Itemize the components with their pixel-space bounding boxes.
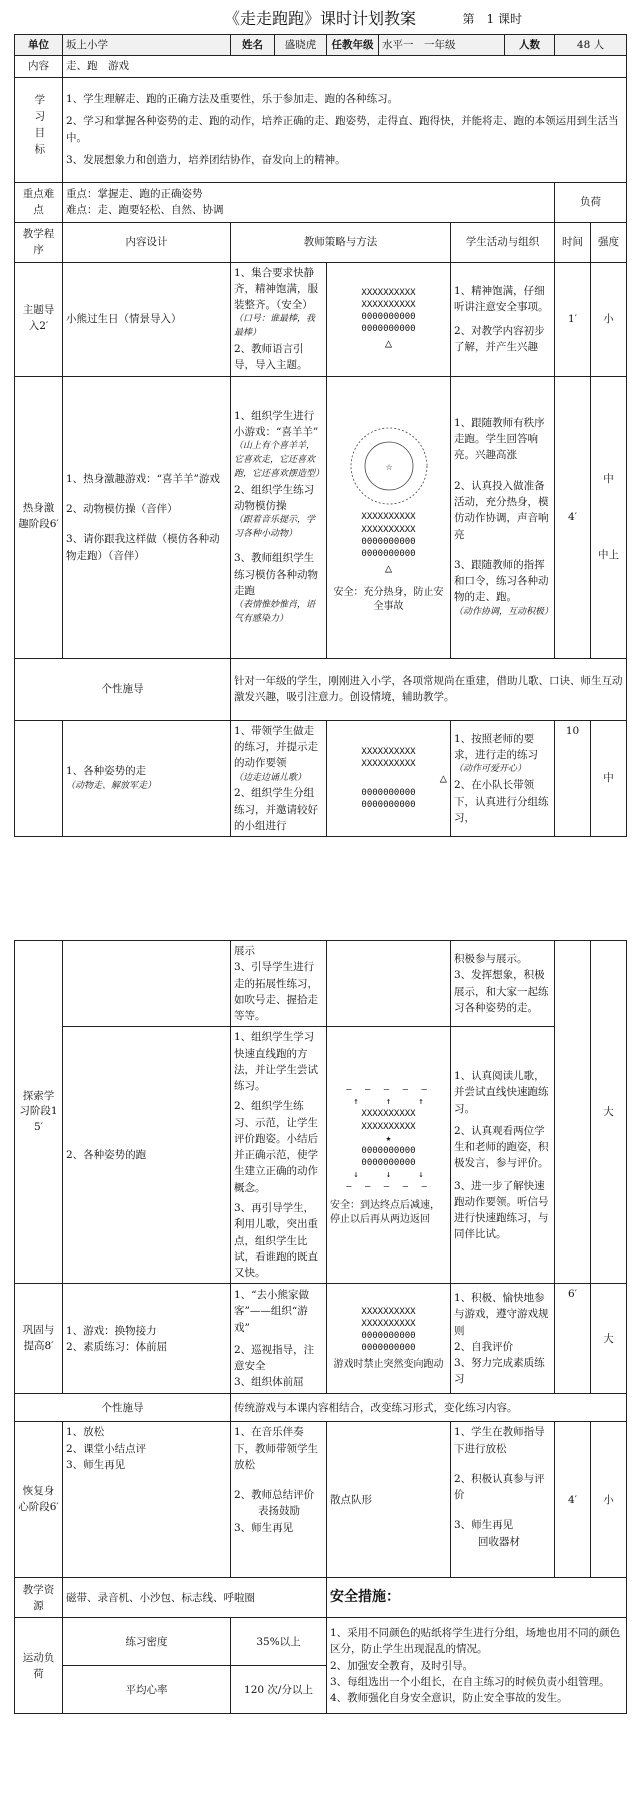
- recover-student-3b: 回收器材: [478, 1535, 520, 1548]
- goals-row: [15, 77, 627, 182]
- warmup-intensity-1: 中: [603, 472, 614, 485]
- formation-line: 0000000000: [361, 1158, 416, 1169]
- warmup-formation: [327, 376, 451, 658]
- run-formation: — — — — — ↑ ↑ ↑ XXXXXXXXXX XXXXXXXXXX ★ 0000000000 0000000000 ↓ ↓ ↓ — — — — — 安全：到达终点后减速，停止以后再从两边返回: [327, 1027, 451, 1284]
- warmup-stage: 热身激趣阶段6′: [15, 376, 63, 658]
- column-header-row: [15, 222, 627, 262]
- consolidate-safety: 游戏时禁止突然变向跑动: [333, 1359, 444, 1371]
- key-content: [63, 182, 555, 222]
- goals-content: [63, 77, 627, 182]
- recover-teacher-2b: 表扬鼓励: [258, 1505, 300, 1518]
- safety-measure: 2、加强安全教育，及时引导。: [330, 1659, 474, 1672]
- formation-line: 0000000000: [361, 787, 416, 798]
- run-safety: 安全：到达终点后减速，停止以后再从两边返回: [330, 1200, 440, 1225]
- explore-student-cont: [451, 941, 555, 1027]
- warmup-teacher-note-2: （跟着音乐提示，学习各种小动物）: [234, 515, 316, 540]
- teacher-star-icon: ★: [385, 1133, 392, 1144]
- explore-stage: 探索学习阶段15′: [15, 941, 63, 1284]
- walk-row: [15, 720, 627, 837]
- walk-student: [451, 720, 555, 837]
- formation-line: 0000000000: [361, 1331, 416, 1342]
- personal-guidance-text-2: 传统游戏与本课内容相结合，改变练习形式，变化练习内容。: [231, 1394, 627, 1422]
- consolidate-teacher: [231, 1284, 327, 1394]
- explore-teacher-cont-1: 展示: [234, 945, 255, 957]
- goal-item: 2、学习和掌握各种姿势的走、跑的动作，培养正确的走、跑姿势，走得直、跑得快，并能将走、跑的本领运用到生活当中。: [66, 115, 619, 144]
- personal-guidance-label-1: 个性施导: [15, 658, 231, 720]
- recover-teacher: [231, 1422, 327, 1578]
- resources-label: 教学资源: [15, 1578, 63, 1618]
- explore-walk-cont-row: [15, 941, 627, 1027]
- intro-teacher: [231, 262, 327, 376]
- consolidate-student-3: 3、努力完成素质练习: [454, 1357, 545, 1386]
- arrow-up-icon: ↑: [353, 1097, 359, 1108]
- walk-student-2: 2、在小队长带领下，认真进行分组练习，: [454, 779, 549, 824]
- personal-guidance-row-1: [15, 658, 627, 720]
- density-label: 练习密度: [63, 1618, 231, 1666]
- recover-design-1: 1、放松: [66, 1426, 105, 1439]
- lesson-number: 第 1 课时: [462, 12, 522, 26]
- walk-design-note: （动物走、解放军走）: [66, 780, 157, 791]
- formation-line: 0000000000: [361, 548, 416, 559]
- difficulty-point: 难点：走、跑要轻松、自然、协调: [66, 204, 224, 217]
- heart-value: 120 次/分以上: [231, 1666, 327, 1714]
- explore-formation-blank: [327, 941, 451, 1027]
- recover-student-2: 2、积极认真参与评价: [454, 1472, 545, 1502]
- personal-guidance-label-2: 个性施导: [15, 1394, 231, 1422]
- run-design: 2、各种姿势的跑: [63, 1027, 231, 1284]
- content-value: 走、跑 游戏: [63, 56, 627, 77]
- consolidate-design: [63, 1284, 231, 1394]
- consolidate-teacher-3: 3、组织体前屈: [234, 1376, 304, 1389]
- load-row-1: [15, 1618, 627, 1666]
- consolidate-teacher-1: 1、“去小熊家做客”——组织“游戏”: [234, 1289, 310, 1334]
- intro-formation: [327, 262, 451, 376]
- run-student-2: 2、认真观看两位学生和老师的跑姿，积极发言，参与评价。: [454, 1124, 549, 1170]
- recover-time: 4′: [555, 1422, 591, 1578]
- unit-value: 坂上小学: [63, 35, 231, 56]
- safety-header: [327, 1578, 627, 1618]
- count-value: 48 人: [555, 35, 627, 56]
- intro-teacher-1: 1、集合要求快静齐，精神饱满，服装整齐。（安全）: [234, 266, 318, 312]
- warmup-intensity-2: 中上: [598, 549, 619, 562]
- load-label-cell: 运动负荷: [15, 1618, 63, 1714]
- arrow-down-icon: ↓: [418, 1170, 424, 1181]
- consolidate-time: 6′: [555, 1284, 591, 1394]
- run-teacher: [231, 1027, 327, 1284]
- safety-measure: 4、教师强化自身安全意识，防止安全事故的发生。: [330, 1692, 568, 1705]
- formation-line: XXXXXXXXXX: [361, 512, 416, 523]
- formation-line: XXXXXXXXXX: [361, 1121, 416, 1132]
- recover-stage: 恢复身心阶段6′: [15, 1422, 63, 1578]
- consolidate-student-2: 2、自我评价: [454, 1340, 514, 1353]
- walk-design: [63, 720, 231, 837]
- header-time: 时间: [555, 222, 591, 262]
- formation-line: 0000000000: [361, 312, 416, 323]
- recover-intensity: 小: [591, 1422, 627, 1578]
- info-row: [15, 35, 627, 56]
- teacher-triangle-icon: △: [384, 560, 393, 575]
- run-row: [15, 1027, 627, 1284]
- formation-line: 0000000000: [361, 324, 416, 335]
- recover-teacher-2: 2、教师总结评价: [234, 1489, 315, 1502]
- intro-design: 小熊过生日（情景导入）: [63, 262, 231, 376]
- walk-student-1: 1、按照老师的要求，进行走的练习: [454, 732, 538, 762]
- intro-teacher-note: （口号：谁最棒，我最棒）: [234, 314, 316, 339]
- explore-teacher-cont: [231, 941, 327, 1027]
- walk-teacher-note: （边走边诵儿歌）: [234, 772, 307, 783]
- warmup-student-2: 2、认真投入做准备活动，充分热身，模仿动作协调，声音响亮: [454, 479, 549, 541]
- key-row: [15, 182, 627, 222]
- explore-time: [555, 941, 591, 1284]
- key-point: 重点：掌握走、跑的正确姿势: [66, 187, 203, 200]
- recover-teacher-3: 3、师生再见: [234, 1521, 294, 1534]
- run-student: [451, 1027, 555, 1284]
- lesson-table-part2: [14, 940, 627, 1714]
- warmup-teacher-note-1: （山上有个喜羊羊，它喜欢走，它还喜欢跑，它还喜欢摆造型）: [234, 441, 325, 479]
- walk-student-note: （动作可爱开心）: [454, 764, 527, 775]
- consolidate-row: [15, 1284, 627, 1394]
- key-label: 重点难点: [15, 182, 63, 222]
- safety-measure: 1、采用不同颜色的贴纸将学生进行分组，场地也用不同的颜色区分，防止学生出现混乱的情况。: [330, 1627, 621, 1656]
- explore-student-cont-1: 积极参与展示。: [454, 953, 528, 966]
- header-teacher: 教师策略与方法: [231, 222, 451, 262]
- warmup-intensity: [591, 376, 627, 658]
- explore-teacher-cont-2: 3、引导学生进行走的拓展性练习，如吹号走、握拾走等等。: [234, 961, 318, 1023]
- center-star-icon: ☆: [385, 460, 392, 474]
- goal-item: 3、发展想象力和创造力，培养团结协作，奋发向上的精神。: [66, 153, 346, 166]
- formation-line: 0000000000: [361, 1145, 416, 1156]
- walk-intensity: 中: [591, 720, 627, 837]
- warmup-teacher-3: 3、教师组织学生练习模仿各种动物走跑: [234, 552, 318, 597]
- document-title: [8, 4, 632, 34]
- run-teacher-1: 1、组织学生学习快速直线跑的方法，并让学生尝试练习。: [234, 1031, 318, 1093]
- header-student: 学生活动与组织: [451, 222, 555, 262]
- header-design: 内容设计: [63, 222, 231, 262]
- name-value: 盛晓虎: [275, 35, 327, 56]
- count-label: 人数: [505, 35, 555, 56]
- resources-text: 磁带、录音机、小沙包、标志线、呼啦圈: [63, 1578, 327, 1618]
- run-arrows-up: [330, 1096, 447, 1108]
- safety-title: 安全措施：: [330, 1588, 400, 1605]
- consolidate-intensity: 大: [591, 1284, 627, 1394]
- warmup-student-1: 1、跟随教师有秩序走跑。学生回答响亮。兴趣高涨: [454, 416, 545, 462]
- recover-row: [15, 1422, 627, 1578]
- intro-student-2: 2、对教学内容初步了解，并产生兴趣: [454, 325, 545, 354]
- formation-line: XXXXXXXXXX: [361, 1306, 416, 1317]
- walk-formation: [327, 720, 451, 837]
- consolidate-design-2: 2、素质练习：体前屈: [66, 1340, 168, 1353]
- formation-line: XXXXXXXXXX: [361, 299, 416, 310]
- personal-guidance-row-2: [15, 1394, 627, 1422]
- formation-line: 0000000000: [361, 536, 416, 547]
- walk-time: 10: [555, 720, 591, 837]
- arrow-down-icon: ↓: [385, 1170, 392, 1181]
- safety-measures: [327, 1618, 627, 1714]
- content-label: 内容: [15, 56, 63, 77]
- warmup-row: [15, 376, 627, 658]
- load-label: 负荷: [555, 182, 627, 222]
- title-text: 《走走跑跑》课时计划教案: [223, 9, 416, 28]
- walk-teacher: [231, 720, 327, 837]
- arrow-up-icon: ↑: [385, 1097, 392, 1108]
- consolidate-stage: 巩固与提高8′: [15, 1284, 63, 1394]
- warmup-design-1: 1、热身激趣游戏：“喜羊羊”游戏: [66, 472, 220, 485]
- warmup-teacher-note-3: （表情惟妙惟肖，语气有感染力）: [234, 600, 316, 624]
- explore-student-cont-2: 3、发挥想象，积极展示，和大家一起练习各种姿势的走。: [454, 969, 549, 1014]
- formation-line: 0000000000: [361, 799, 416, 810]
- consolidate-formation: [327, 1284, 451, 1394]
- run-arrows-down: [330, 1169, 447, 1181]
- arrow-up-icon: ↑: [418, 1097, 424, 1108]
- consolidate-design-1: 1、游戏：换物接力: [66, 1324, 157, 1337]
- header-stage: 教学程序: [15, 222, 63, 262]
- grade-value: 水平一 一年级: [379, 35, 505, 56]
- unit-label: 单位: [15, 35, 63, 56]
- intro-stage: 主题导入2′: [15, 262, 63, 376]
- warmup-teacher-2: 2、组织学生练习动物模仿操: [234, 483, 315, 513]
- formation-line: XXXXXXXXXX: [361, 747, 416, 758]
- recover-student-1: 1、学生在教师指导下进行放松: [454, 1426, 545, 1455]
- intro-intensity: 小: [591, 262, 627, 376]
- walk-stage: [15, 720, 63, 837]
- warmup-teacher: [231, 376, 327, 658]
- intro-time: 1′: [555, 262, 591, 376]
- intro-student: [451, 262, 555, 376]
- walk-teacher-2: 2、组织学生分组练习，并邀请较好的小组进行: [234, 787, 318, 832]
- run-teacher-2: 2、组织学生练习、示范，让学生评价跑姿。小结后并正确示范，使学生建立正确的动作概念。: [234, 1100, 318, 1194]
- formation-line: XXXXXXXXXX: [361, 524, 416, 535]
- consolidate-teacher-2: 2、巡视指导，注意安全: [234, 1343, 315, 1373]
- formation-line: XXXXXXXXXX: [361, 1318, 416, 1329]
- intro-row: [15, 262, 627, 376]
- warmup-time: 4′: [555, 376, 591, 658]
- formation-line: XXXXXXXXXX: [361, 1109, 416, 1120]
- explore-intensity: 大: [591, 941, 627, 1284]
- density-value: 35%以上: [231, 1618, 327, 1666]
- circle-formation-diagram: [344, 421, 434, 511]
- explore-design-blank: [63, 941, 231, 1027]
- intro-student-1: 1、精神饱满，仔细听讲注意安全事项。: [454, 284, 549, 313]
- warmup-design-2: 2、动物模仿操（音伴）: [66, 502, 178, 515]
- walk-design-text: 1、各种姿势的走: [66, 765, 147, 778]
- recover-teacher-1: 1、在音乐伴奏下，教师带领学生放松: [234, 1426, 318, 1471]
- formation-line: XXXXXXXXXX: [361, 759, 416, 770]
- formation-line: XXXXXXXXXX: [361, 287, 416, 298]
- warmup-student: [451, 376, 555, 658]
- run-student-3: 3、进一步了解快速跑动作要领。听信号进行快速跑练习，与同伴比试。: [454, 1179, 549, 1241]
- walk-teacher-1: 1、带领学生做走的练习，并提示走的动作要领: [234, 724, 318, 770]
- goal-item: 1、学生理解走、跑的正确方法及重要性，乐于参加走、跑的各种练习。: [66, 93, 399, 105]
- heart-label: 平均心率: [63, 1666, 231, 1714]
- name-label: 姓名: [231, 35, 275, 56]
- grade-label: 任教年级: [327, 35, 379, 56]
- header-intensity: 强度: [591, 222, 627, 262]
- arrow-down-icon: ↓: [353, 1170, 359, 1181]
- recover-design-2: 2、课堂小结点评: [66, 1442, 147, 1455]
- lesson-table-part1: [14, 34, 627, 837]
- teacher-triangle-icon: △: [384, 336, 393, 351]
- consolidate-student-1: 1、积极、愉快地参与游戏，遵守游戏规则: [454, 1292, 549, 1337]
- warmup-design: [63, 376, 231, 658]
- warmup-student-note: （动作协调，互动积极）: [454, 606, 554, 617]
- recover-formation: 散点队形: [327, 1422, 451, 1578]
- consolidate-student: [451, 1284, 555, 1394]
- recover-design: [63, 1422, 231, 1578]
- warmup-design-3: 3、请你跟我这样做（模仿各种动物走跑）（音伴）: [66, 533, 220, 562]
- recover-student-3: 3、师生再见: [454, 1519, 514, 1532]
- goals-label-text: 学习目标: [33, 93, 46, 160]
- content-row: [15, 56, 627, 77]
- warmup-teacher-1: 1、组织学生进行小游戏：“喜羊羊”: [234, 409, 319, 438]
- recover-design-3: 3、师生再见: [66, 1458, 126, 1471]
- run-student-1: 1、认真阅读儿歌，并尝试直线快速跑练习。: [454, 1069, 549, 1115]
- intro-teacher-2: 2、教师语言引导，导入主题。: [234, 343, 308, 372]
- warmup-student-3: 3、跟随教师的指挥和口令，练习各种动物的走、跑。: [454, 558, 549, 604]
- recover-student: [451, 1422, 555, 1578]
- formation-line: 0000000000: [361, 1343, 416, 1354]
- resources-row: [15, 1578, 627, 1618]
- safety-measure: 3、每组选出一个小组长，在自主练习的时候负责小组管理。: [330, 1675, 610, 1688]
- personal-guidance-text-1: 针对一年级的学生，刚刚进入小学，各项常规尚在重建，借助儿歌、口诀、师生互动激发兴趣，吸引注意力。创设情境，辅助教学。: [231, 658, 627, 720]
- teacher-triangle-icon: △: [439, 771, 447, 786]
- run-teacher-3: 3、再引导学生，利用儿歌，突出重点，组织学生比试，看谁跑的既直又快。: [234, 1201, 318, 1280]
- goals-label: [15, 77, 63, 182]
- warmup-safety: 安全：充分热身，防止安全事故: [333, 587, 444, 612]
